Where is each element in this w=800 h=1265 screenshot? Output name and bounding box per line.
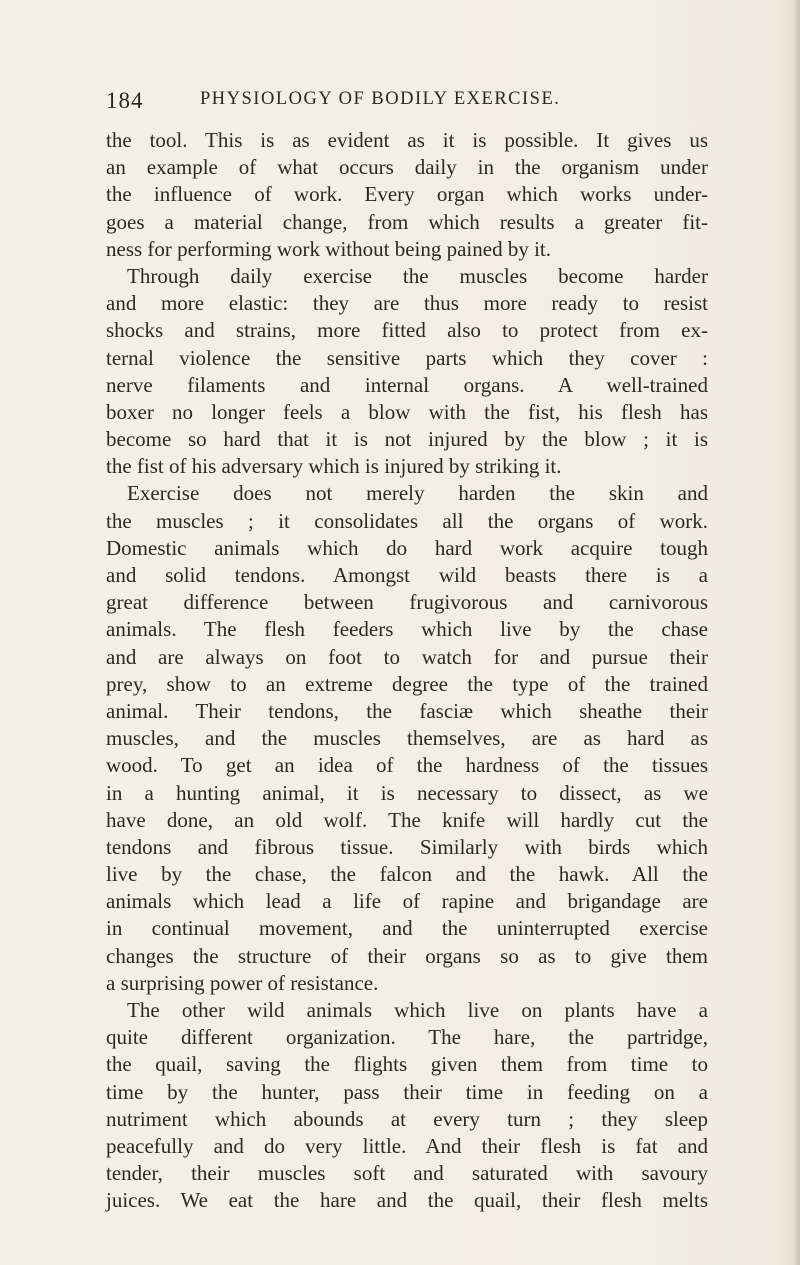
text-line: animals. The flesh feeders which live by the chase: [106, 617, 708, 642]
text-line: goes a material change, from which results a greater fit-: [106, 209, 708, 234]
text-line: an example of what occurs daily in the organism under: [106, 155, 708, 180]
text-line: quite different organization. The hare, the partridge,: [106, 1025, 708, 1050]
text-line: in a hunting animal, it is necessary to dissect, as we: [106, 780, 708, 805]
page-header: [106, 88, 626, 118]
text-line: shocks and strains, more fitted also to protect from ex-: [106, 318, 708, 343]
text-line: a surprising power of resistance.: [106, 970, 379, 995]
text-line: have done, an old wolf. The knife will hardly cut the: [106, 807, 708, 832]
text-line: peacefully and do very little. And their flesh is fat and: [106, 1133, 708, 1158]
text-line: boxer no longer feels a blow with the fist, his flesh has: [106, 399, 708, 424]
page-edge-shadow: [793, 0, 800, 1265]
text-line: become so hard that it is not injured by the blow ; it is: [106, 427, 708, 452]
body-text: [106, 127, 708, 1215]
text-line: animal. Their tendons, the fasciæ which sheathe their: [106, 698, 708, 723]
text-line: Domestic animals which do hard work acquire tough: [106, 535, 708, 560]
text-line: the tool. This is as evident as it is possible. It gives us: [106, 128, 708, 152]
text-line: and more elastic: they are thus more ready to resist: [106, 291, 708, 316]
text-line: The other wild animals which live on plants have a: [127, 998, 708, 1022]
text-line: juices. We eat the hare and the quail, their flesh melts: [106, 1188, 708, 1213]
page-number: 184: [106, 88, 144, 113]
text-line: animals which lead a life of rapine and brigandage are: [106, 889, 708, 914]
text-line: in continual movement, and the uninterrupted exercise: [106, 916, 708, 941]
text-line: Through daily exercise the muscles become harder: [127, 263, 708, 288]
text-line: prey, show to an extreme degree the type of the trained: [106, 671, 708, 696]
text-line: and solid tendons. Amongst wild beasts there is a: [106, 563, 708, 587]
text-line: great difference between frugivorous and carnivorous: [106, 590, 708, 615]
text-line: muscles, and the muscles themselves, are as hard as: [106, 726, 708, 751]
text-line: tender, their muscles soft and saturated with savoury: [106, 1161, 708, 1186]
text-line: the influence of work. Every organ which works under-: [106, 182, 708, 207]
text-line: ness for performing work without being pained by it.: [106, 236, 551, 261]
text-line: live by the chase, the falcon and the hawk. All the: [106, 862, 708, 887]
text-line: nutriment which abounds at every turn ; they sleep: [106, 1106, 708, 1131]
running-title: PHYSIOLOGY OF BODILY EXERCISE.: [200, 89, 561, 109]
text-line: time by the hunter, pass their time in feeding on a: [106, 1079, 708, 1104]
text-line: the quail, saving the flights given them from time to: [106, 1052, 708, 1077]
text-line: tendons and fibrous tissue. Similarly with birds which: [106, 834, 708, 859]
text-line: the fist of his adversary which is injured by striking it.: [106, 454, 562, 479]
text-line: changes the structure of their organs so as to give them: [106, 943, 708, 968]
text-line: ternal violence the sensitive parts which they cover :: [106, 345, 708, 370]
text-line: nerve filaments and internal organs. A well-trained: [106, 372, 708, 397]
text-line: Exercise does not merely harden the skin and: [127, 481, 708, 506]
text-line: wood. To get an idea of the hardness of the tissues: [106, 753, 708, 778]
text-line: the muscles ; it consolidates all the organs of work.: [106, 508, 708, 533]
text-line: and are always on foot to watch for and pursue their: [106, 644, 708, 669]
